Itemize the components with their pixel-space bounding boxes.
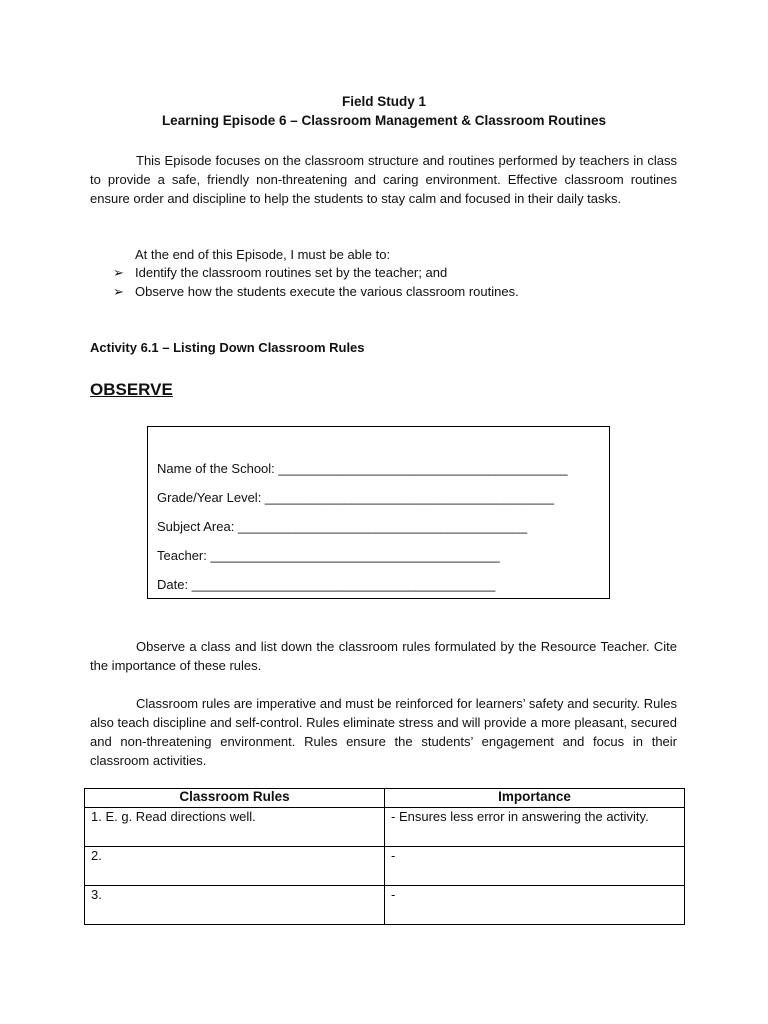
section-heading-observe: OBSERVE (90, 380, 173, 399)
column-header-rules: Classroom Rules (85, 789, 385, 808)
importance-cell[interactable]: - (385, 847, 685, 886)
date-field[interactable]: Date: __________________________________________ (157, 577, 496, 592)
table-header-row (85, 789, 685, 808)
importance-cell[interactable]: - Ensures less error in answering the activity. (385, 808, 685, 847)
table-row (85, 886, 685, 925)
importance-cell[interactable]: - (385, 886, 685, 925)
rule-cell[interactable]: 3. (85, 886, 385, 925)
objective-item (113, 265, 447, 281)
arrow-bullet-icon: ➢ (113, 265, 124, 280)
rule-cell[interactable]: 1. E. g. Read directions well. (85, 808, 385, 847)
objective-text: Identify the classroom routines set by the teacher; and (135, 265, 448, 280)
arrow-bullet-icon: ➢ (113, 284, 124, 299)
intro-paragraph: This Episode focuses on the classroom structure and routines performed by teachers in class to provide a safe, friendly non-threatening and caring environment. Effective classroom routines ensure order and discipline to help the students to stay calm and focused in their daily tasks. (90, 153, 677, 206)
subject-area-field[interactable]: Subject Area: ________________________________________ (157, 519, 528, 534)
table-row (85, 847, 685, 886)
rules-explanation-paragraph: Classroom rules are imperative and must be reinforced for learners’ safety and security. Rules also teach discipline and self-control. Rules eliminate stress and will provide a more pleasant, secured and non-threatening environment. Rules ensure the students’ engagement and focus in their classroom activities. (90, 696, 677, 768)
school-field[interactable]: Name of the School: ________________________________________ (157, 461, 568, 476)
document-title: Field Study 1 (341, 94, 426, 109)
classroom-rules-table (84, 788, 685, 925)
table-row (85, 808, 685, 847)
document-subtitle: Learning Episode 6 – Classroom Management & Classroom Routines (161, 113, 607, 128)
objective-text: Observe how the students execute the various classroom routines. (135, 284, 519, 299)
column-header-importance: Importance (385, 789, 685, 808)
teacher-field[interactable]: Teacher: ________________________________________ (157, 548, 500, 563)
rule-cell[interactable]: 2. (85, 847, 385, 886)
instructions-paragraph: Observe a class and list down the classroom rules formulated by the Resource Teacher. Cite the importance of these rules. (90, 639, 677, 673)
objectives-lead: At the end of this Episode, I must be able to: (135, 247, 391, 262)
activity-title: Activity 6.1 – Listing Down Classroom Rules (90, 340, 365, 355)
objective-item (113, 284, 519, 300)
grade-level-field[interactable]: Grade/Year Level: ________________________________________ (157, 490, 555, 505)
observation-info-box (147, 426, 610, 599)
